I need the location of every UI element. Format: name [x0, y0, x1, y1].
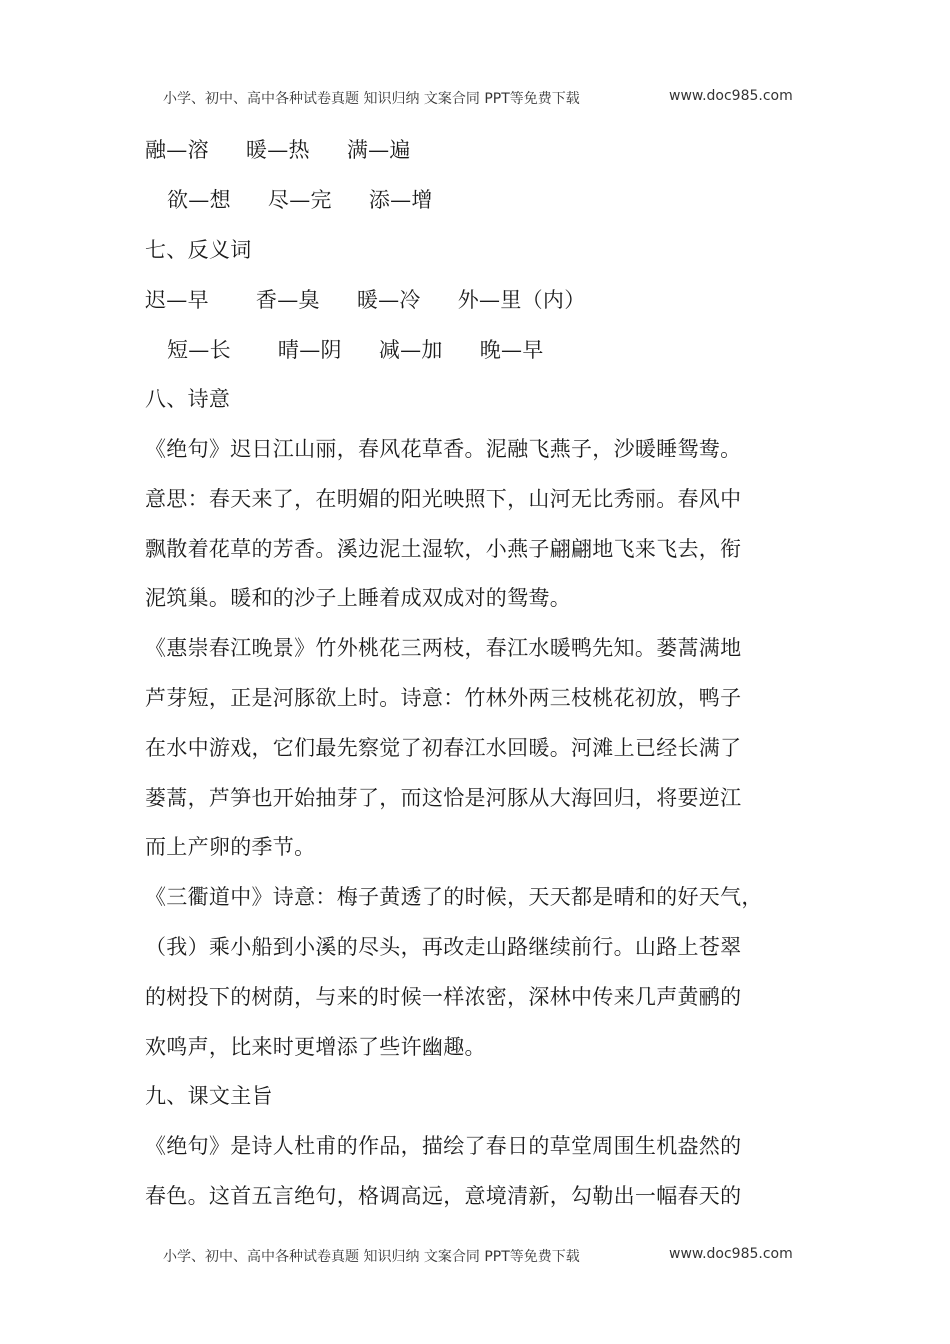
- word-pair: 外—里（内）: [457, 288, 586, 312]
- poem-meaning-heading: 八、诗意: [145, 387, 231, 411]
- poem-line: 《惠崇春江晚景》竹外桃花三两枝，春江水暖鸭先知。蒌蒿满地: [145, 636, 742, 660]
- word-pair: 迟—早: [145, 288, 209, 312]
- main-idea-line: 春色。这首五言绝句，格调高远，意境清新，勾勒出一幅春天的: [145, 1184, 742, 1208]
- poem-line: 芦芽短，正是河豚欲上时。诗意：竹林外两三枝桃花初放，鸭子: [145, 686, 742, 710]
- word-pair: 短—长: [167, 338, 231, 362]
- poem-line: 而上产卵的季节。: [145, 835, 316, 859]
- header-url[interactable]: www.doc985.com: [669, 88, 793, 104]
- page-footer: [0, 1246, 950, 1270]
- poem-line: 《三衢道中》诗意：梅子黄透了的时候，天天都是晴和的好天气，: [145, 885, 763, 909]
- poem-line: 泥筑巢。暖和的沙子上睡着成双成对的鸳鸯。: [145, 586, 571, 610]
- word-pair: 尽—完: [267, 188, 332, 212]
- word-pair: 暖—热: [245, 138, 310, 162]
- antonyms-heading: 七、反义词: [145, 238, 252, 262]
- poem-line: 《绝句》迟日江山丽，春风花草香。泥融飞燕子，沙暖睡鸳鸯。: [145, 437, 742, 461]
- main-idea-line: 《绝句》是诗人杜甫的作品，描绘了春日的草堂周围生机盎然的: [145, 1134, 742, 1158]
- poem-line: （我）乘小船到小溪的尽头，再改走山路继续前行。山路上苍翠: [145, 935, 742, 959]
- poem-line: 欢鸣声，比来时更增添了些许幽趣。: [145, 1035, 486, 1059]
- word-pair: 香—臭: [255, 288, 320, 312]
- word-pair: 晴—阴: [277, 338, 342, 362]
- main-idea-heading: 九、课文主旨: [145, 1084, 273, 1108]
- antonym-row-2: [167, 336, 544, 364]
- synonym-row-2: [167, 186, 433, 214]
- word-pair: 减—加: [378, 338, 443, 362]
- word-pair: 晚—早: [479, 338, 544, 362]
- footer-text: 小学、初中、高中各种试卷真题 知识归纳 文案合同 PPT等免费下载: [163, 1249, 580, 1265]
- word-pair: 暖—冷: [356, 288, 421, 312]
- word-pair: 满—遍: [346, 138, 411, 162]
- synonym-row-1: [145, 136, 411, 164]
- header-text: 小学、初中、高中各种试卷真题 知识归纳 文案合同 PPT等免费下载: [163, 91, 580, 107]
- poem-line: 飘散着花草的芳香。溪边泥土湿软，小燕子翩翩地飞来飞去，衔: [145, 537, 742, 561]
- poem-line: 蒌蒿，芦笋也开始抽芽了，而这恰是河豚从大海回归，将要逆江: [145, 786, 742, 810]
- poem-line: 的树投下的树荫，与来的时候一样浓密，深林中传来几声黄鹂的: [145, 985, 742, 1009]
- word-pair: 添—增: [368, 188, 433, 212]
- footer-url[interactable]: www.doc985.com: [669, 1246, 793, 1262]
- poem-line: 意思：春天来了，在明媚的阳光映照下，山河无比秀丽。春风中: [145, 487, 742, 511]
- poem-line: 在水中游戏，它们最先察觉了初春江水回暖。河滩上已经长满了: [145, 736, 742, 760]
- word-pair: 融—溶: [145, 138, 209, 162]
- page-header: [0, 88, 950, 112]
- word-pair: 欲—想: [167, 188, 231, 212]
- antonym-row-1: [145, 286, 586, 314]
